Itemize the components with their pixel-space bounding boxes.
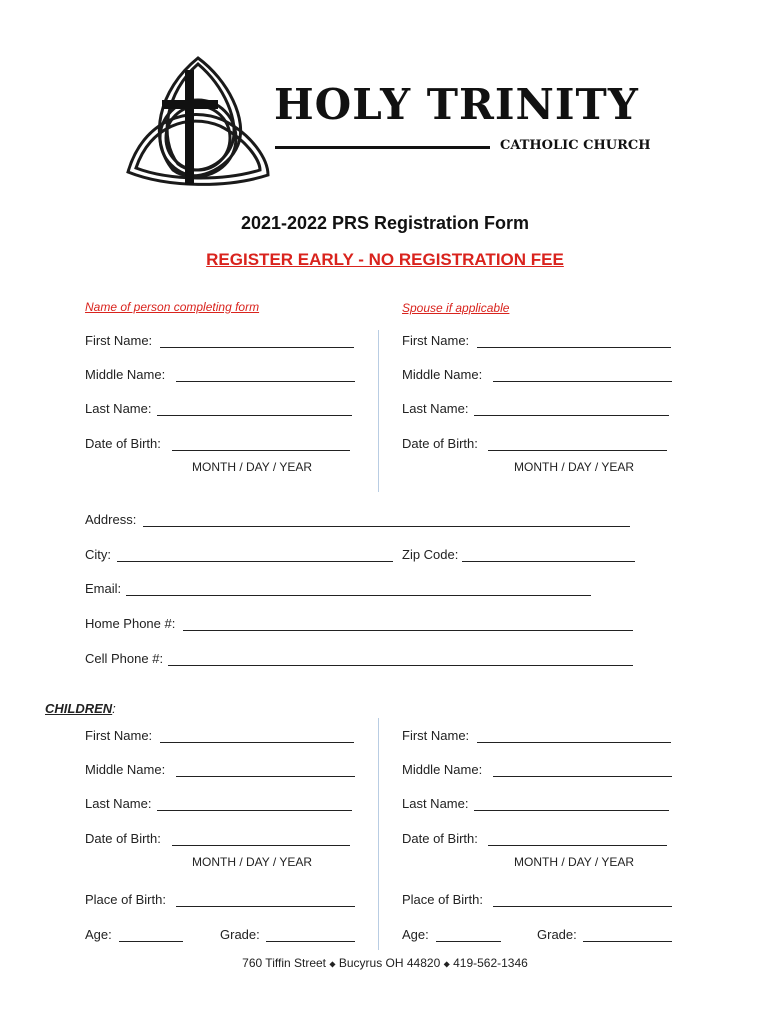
spouse-last-name-field[interactable] bbox=[474, 415, 669, 416]
person-middle-name-label: Middle Name: bbox=[85, 367, 166, 382]
city-field[interactable] bbox=[117, 561, 393, 562]
child2-grade-field[interactable] bbox=[583, 941, 672, 942]
child2-dob-field[interactable] bbox=[488, 845, 667, 846]
spouse-first-name-field[interactable] bbox=[477, 347, 671, 348]
child1-grade-label: Grade: bbox=[220, 927, 260, 942]
child1-dob-format: MONTH / DAY / YEAR bbox=[192, 855, 313, 869]
child2-age-field[interactable] bbox=[436, 941, 501, 942]
city-label: City: bbox=[85, 547, 111, 562]
registration-notice: REGISTER EARLY - NO REGISTRATION FEE bbox=[206, 250, 564, 269]
zip-code-label: Zip Code: bbox=[402, 547, 459, 562]
child1-first-name-label: First Name: bbox=[85, 728, 153, 743]
child2-middle-name-field[interactable] bbox=[493, 776, 672, 777]
children-section-divider bbox=[378, 718, 379, 950]
person-first-name-label: First Name: bbox=[85, 333, 153, 348]
person-dob-format: MONTH / DAY / YEAR bbox=[192, 460, 313, 474]
child1-grade-field[interactable] bbox=[266, 941, 355, 942]
child1-place-of-birth-field[interactable] bbox=[176, 906, 355, 907]
address-label: Address: bbox=[85, 512, 137, 527]
church-name: HOLY TRINITY bbox=[274, 80, 639, 129]
spouse-dob-field[interactable] bbox=[488, 450, 667, 451]
cell-phone-label: Cell Phone #: bbox=[85, 651, 164, 666]
spouse-middle-name-label: Middle Name: bbox=[402, 367, 483, 382]
trinity-knot-cross-icon bbox=[118, 50, 278, 190]
spouse-dob-label: Date of Birth: bbox=[402, 436, 478, 451]
email-field[interactable] bbox=[126, 595, 591, 596]
person-last-name-field[interactable] bbox=[157, 415, 352, 416]
child2-last-name-label: Last Name: bbox=[402, 796, 469, 811]
footer-separator-icon: ◆ bbox=[443, 959, 450, 969]
child2-age-label: Age: bbox=[402, 927, 429, 942]
email-label: Email: bbox=[85, 581, 122, 596]
child2-first-name-field[interactable] bbox=[477, 742, 671, 743]
footer-city: Bucyrus OH 44820 bbox=[338, 956, 441, 970]
person-section-divider bbox=[378, 330, 379, 492]
child1-last-name-field[interactable] bbox=[157, 810, 352, 811]
zip-code-field[interactable] bbox=[462, 561, 635, 562]
child1-age-field[interactable] bbox=[119, 941, 183, 942]
person-last-name-label: Last Name: bbox=[85, 401, 152, 416]
child2-place-of-birth-field[interactable] bbox=[493, 906, 672, 907]
children-heading bbox=[45, 701, 116, 716]
footer-phone: 419-562-1346 bbox=[453, 956, 528, 970]
form-title: 2021-2022 PRS Registration Form bbox=[240, 213, 530, 233]
church-logo bbox=[118, 50, 278, 190]
child1-first-name-field[interactable] bbox=[160, 742, 354, 743]
child1-age-label: Age: bbox=[85, 927, 112, 942]
home-phone-label: Home Phone #: bbox=[85, 616, 176, 631]
child1-dob-label: Date of Birth: bbox=[85, 831, 161, 846]
spouse-dob-format: MONTH / DAY / YEAR bbox=[514, 460, 635, 474]
cell-phone-field[interactable] bbox=[168, 665, 633, 666]
person-dob-label: Date of Birth: bbox=[85, 436, 161, 451]
home-phone-field[interactable] bbox=[183, 630, 633, 631]
child2-place-of-birth-label: Place of Birth: bbox=[402, 892, 483, 907]
spouse-last-name-label: Last Name: bbox=[402, 401, 469, 416]
person-dob-field[interactable] bbox=[172, 450, 350, 451]
address-field[interactable] bbox=[143, 526, 630, 527]
children-heading-colon: : bbox=[112, 701, 116, 716]
footer-separator-icon: ◆ bbox=[329, 959, 336, 969]
child1-dob-field[interactable] bbox=[172, 845, 350, 846]
children-heading-text: CHILDREN bbox=[45, 701, 113, 716]
church-name-rule bbox=[275, 146, 490, 149]
child1-middle-name-field[interactable] bbox=[176, 776, 355, 777]
child2-last-name-field[interactable] bbox=[474, 810, 669, 811]
spouse-middle-name-field[interactable] bbox=[493, 381, 672, 382]
child2-dob-format: MONTH / DAY / YEAR bbox=[514, 855, 635, 869]
person-completing-heading: Name of person completing form bbox=[85, 300, 260, 314]
footer-street: 760 Tiffin Street bbox=[242, 956, 327, 970]
spouse-heading: Spouse if applicable bbox=[402, 301, 510, 315]
child2-dob-label: Date of Birth: bbox=[402, 831, 478, 846]
child2-middle-name-label: Middle Name: bbox=[402, 762, 483, 777]
child1-last-name-label: Last Name: bbox=[85, 796, 152, 811]
footer-address bbox=[0, 956, 770, 970]
child2-first-name-label: First Name: bbox=[402, 728, 470, 743]
person-middle-name-field[interactable] bbox=[176, 381, 355, 382]
child1-place-of-birth-label: Place of Birth: bbox=[85, 892, 166, 907]
child2-grade-label: Grade: bbox=[537, 927, 577, 942]
person-first-name-field[interactable] bbox=[160, 347, 354, 348]
church-subtitle: CATHOLIC CHURCH bbox=[500, 138, 651, 153]
spouse-first-name-label: First Name: bbox=[402, 333, 470, 348]
child1-middle-name-label: Middle Name: bbox=[85, 762, 166, 777]
